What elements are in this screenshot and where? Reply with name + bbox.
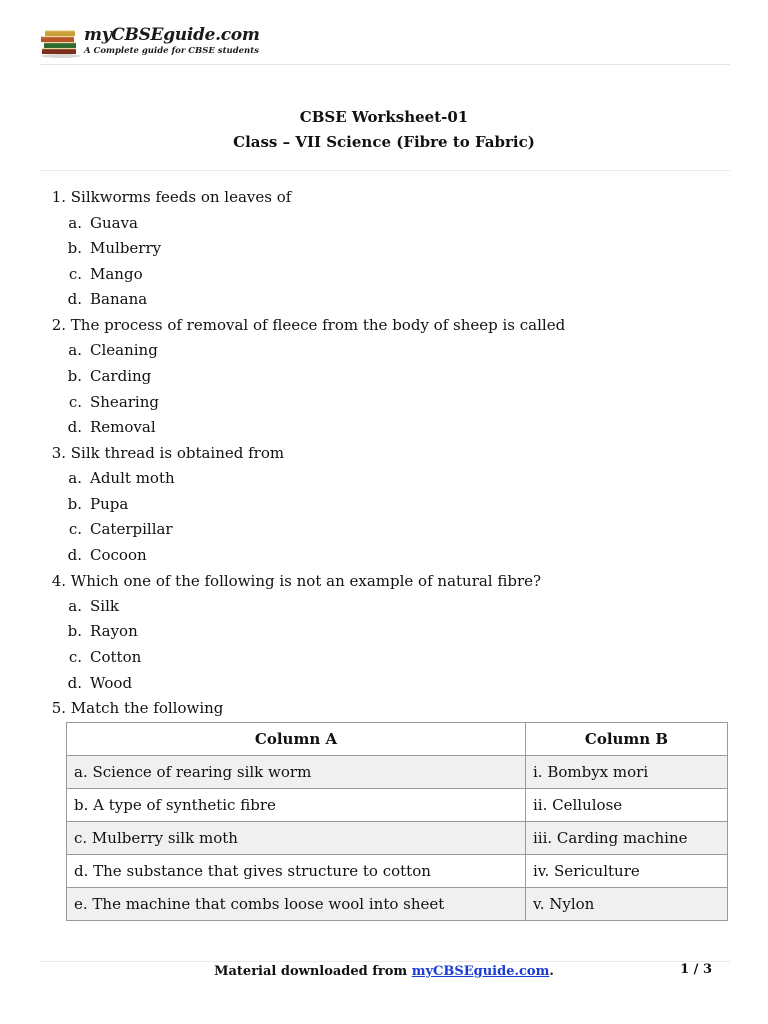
option-text: Mango [90,265,143,283]
option-letter: c. [68,520,82,538]
column-b-header: Column B [526,723,728,756]
logo-tagline: A Complete guide for CBSE students [84,46,259,56]
option-text: Guava [90,214,139,232]
table-cell: v. Nylon [526,888,728,921]
option-text: Removal [90,418,156,436]
option-letter: d. [67,290,82,308]
option-letter: b. [67,622,82,640]
option-text: Rayon [90,622,138,640]
option [64,214,138,232]
option [64,597,119,615]
option [64,495,128,513]
option-letter: a. [68,341,82,359]
question-5 [40,699,223,717]
option-text: Cotton [90,648,142,666]
question-number: 5. [51,699,66,717]
option-text: Shearing [90,393,159,411]
option-text: Cocoon [90,546,147,564]
question-4 [40,572,541,590]
site-header [40,22,730,62]
option-text: Carding [90,367,152,385]
table-row [67,888,728,921]
table-cell: a. Science of rearing silk worm [67,756,526,789]
option-text: Mulberry [90,239,162,257]
option [64,622,138,640]
option [64,393,159,411]
option [64,239,161,257]
question-number: 1. [51,188,66,206]
table-cell: c. Mulberry silk moth [67,822,526,855]
option [64,367,151,385]
column-a-header: Column A [67,723,526,756]
option-letter: b. [67,239,82,257]
option-text: Wood [90,674,133,692]
question-text: Silkworms feeds on leaves of [70,188,292,206]
header-divider [40,64,730,65]
option [64,648,141,666]
option [64,469,175,487]
option-letter: a. [68,597,82,615]
worksheet-subtitle: Class – VII Science (Fibre to Fabric) [233,133,535,151]
option-letter: d. [67,546,82,564]
table-cell: d. The substance that gives structure to cotton [67,855,526,888]
option-letter: a. [68,214,82,232]
question-text: Which one of the following is not an example of natural fibre? [70,572,542,590]
footer-suffix: . [549,964,554,979]
worksheet-title: CBSE Worksheet-01 [299,108,469,126]
logo-text: myCBSEguide.com [84,25,260,45]
option [64,265,143,283]
question-text: The process of removal of fleece from the body of sheep is called [70,316,566,334]
table-cell: iv. Sericulture [526,855,728,888]
table-cell: i. Bombyx mori [526,756,728,789]
question-2 [40,316,565,334]
match-table [66,722,728,921]
table-cell: ii. Cellulose [526,789,728,822]
question-text: Silk thread is obtained from [70,444,285,462]
footer-link[interactable]: myCBSEguide.com [411,964,550,979]
option-letter: c. [68,648,82,666]
question-number: 2. [51,316,66,334]
question-number: 4. [51,572,66,590]
table-row [67,822,728,855]
option-text: Silk [90,597,119,615]
option-text: Pupa [90,495,129,513]
table-row [67,855,728,888]
question-3 [40,444,284,462]
footer-prefix: Material downloaded from [214,964,412,979]
question-text: Match the following [70,699,224,717]
footer-text [0,964,768,979]
question-1 [40,188,291,206]
table-row [67,756,728,789]
option-text: Caterpillar [90,520,173,538]
table-row [67,789,728,822]
option-text: Cleaning [90,341,158,359]
option [64,341,158,359]
option [64,418,156,436]
title-divider [40,170,730,171]
option-letter: c. [68,393,82,411]
footer-divider [40,961,730,962]
books-logo-icon [40,26,82,58]
option-letter: d. [67,674,82,692]
option [64,290,147,308]
option-letter: d. [67,418,82,436]
table-cell: iii. Carding machine [526,822,728,855]
option [64,674,132,692]
table-cell: e. The machine that combs loose wool into sheet [67,888,526,921]
option-text: Adult moth [90,469,175,487]
option [64,546,147,564]
question-number: 3. [51,444,66,462]
option-letter: b. [67,495,82,513]
table-cell: b. A type of synthetic fibre [67,789,526,822]
option-letter: c. [68,265,82,283]
option-letter: b. [67,367,82,385]
option-letter: a. [68,469,82,487]
option [64,520,173,538]
page-number: 1 / 3 [680,962,712,977]
option-text: Banana [90,290,148,308]
table-header-row [67,723,728,756]
